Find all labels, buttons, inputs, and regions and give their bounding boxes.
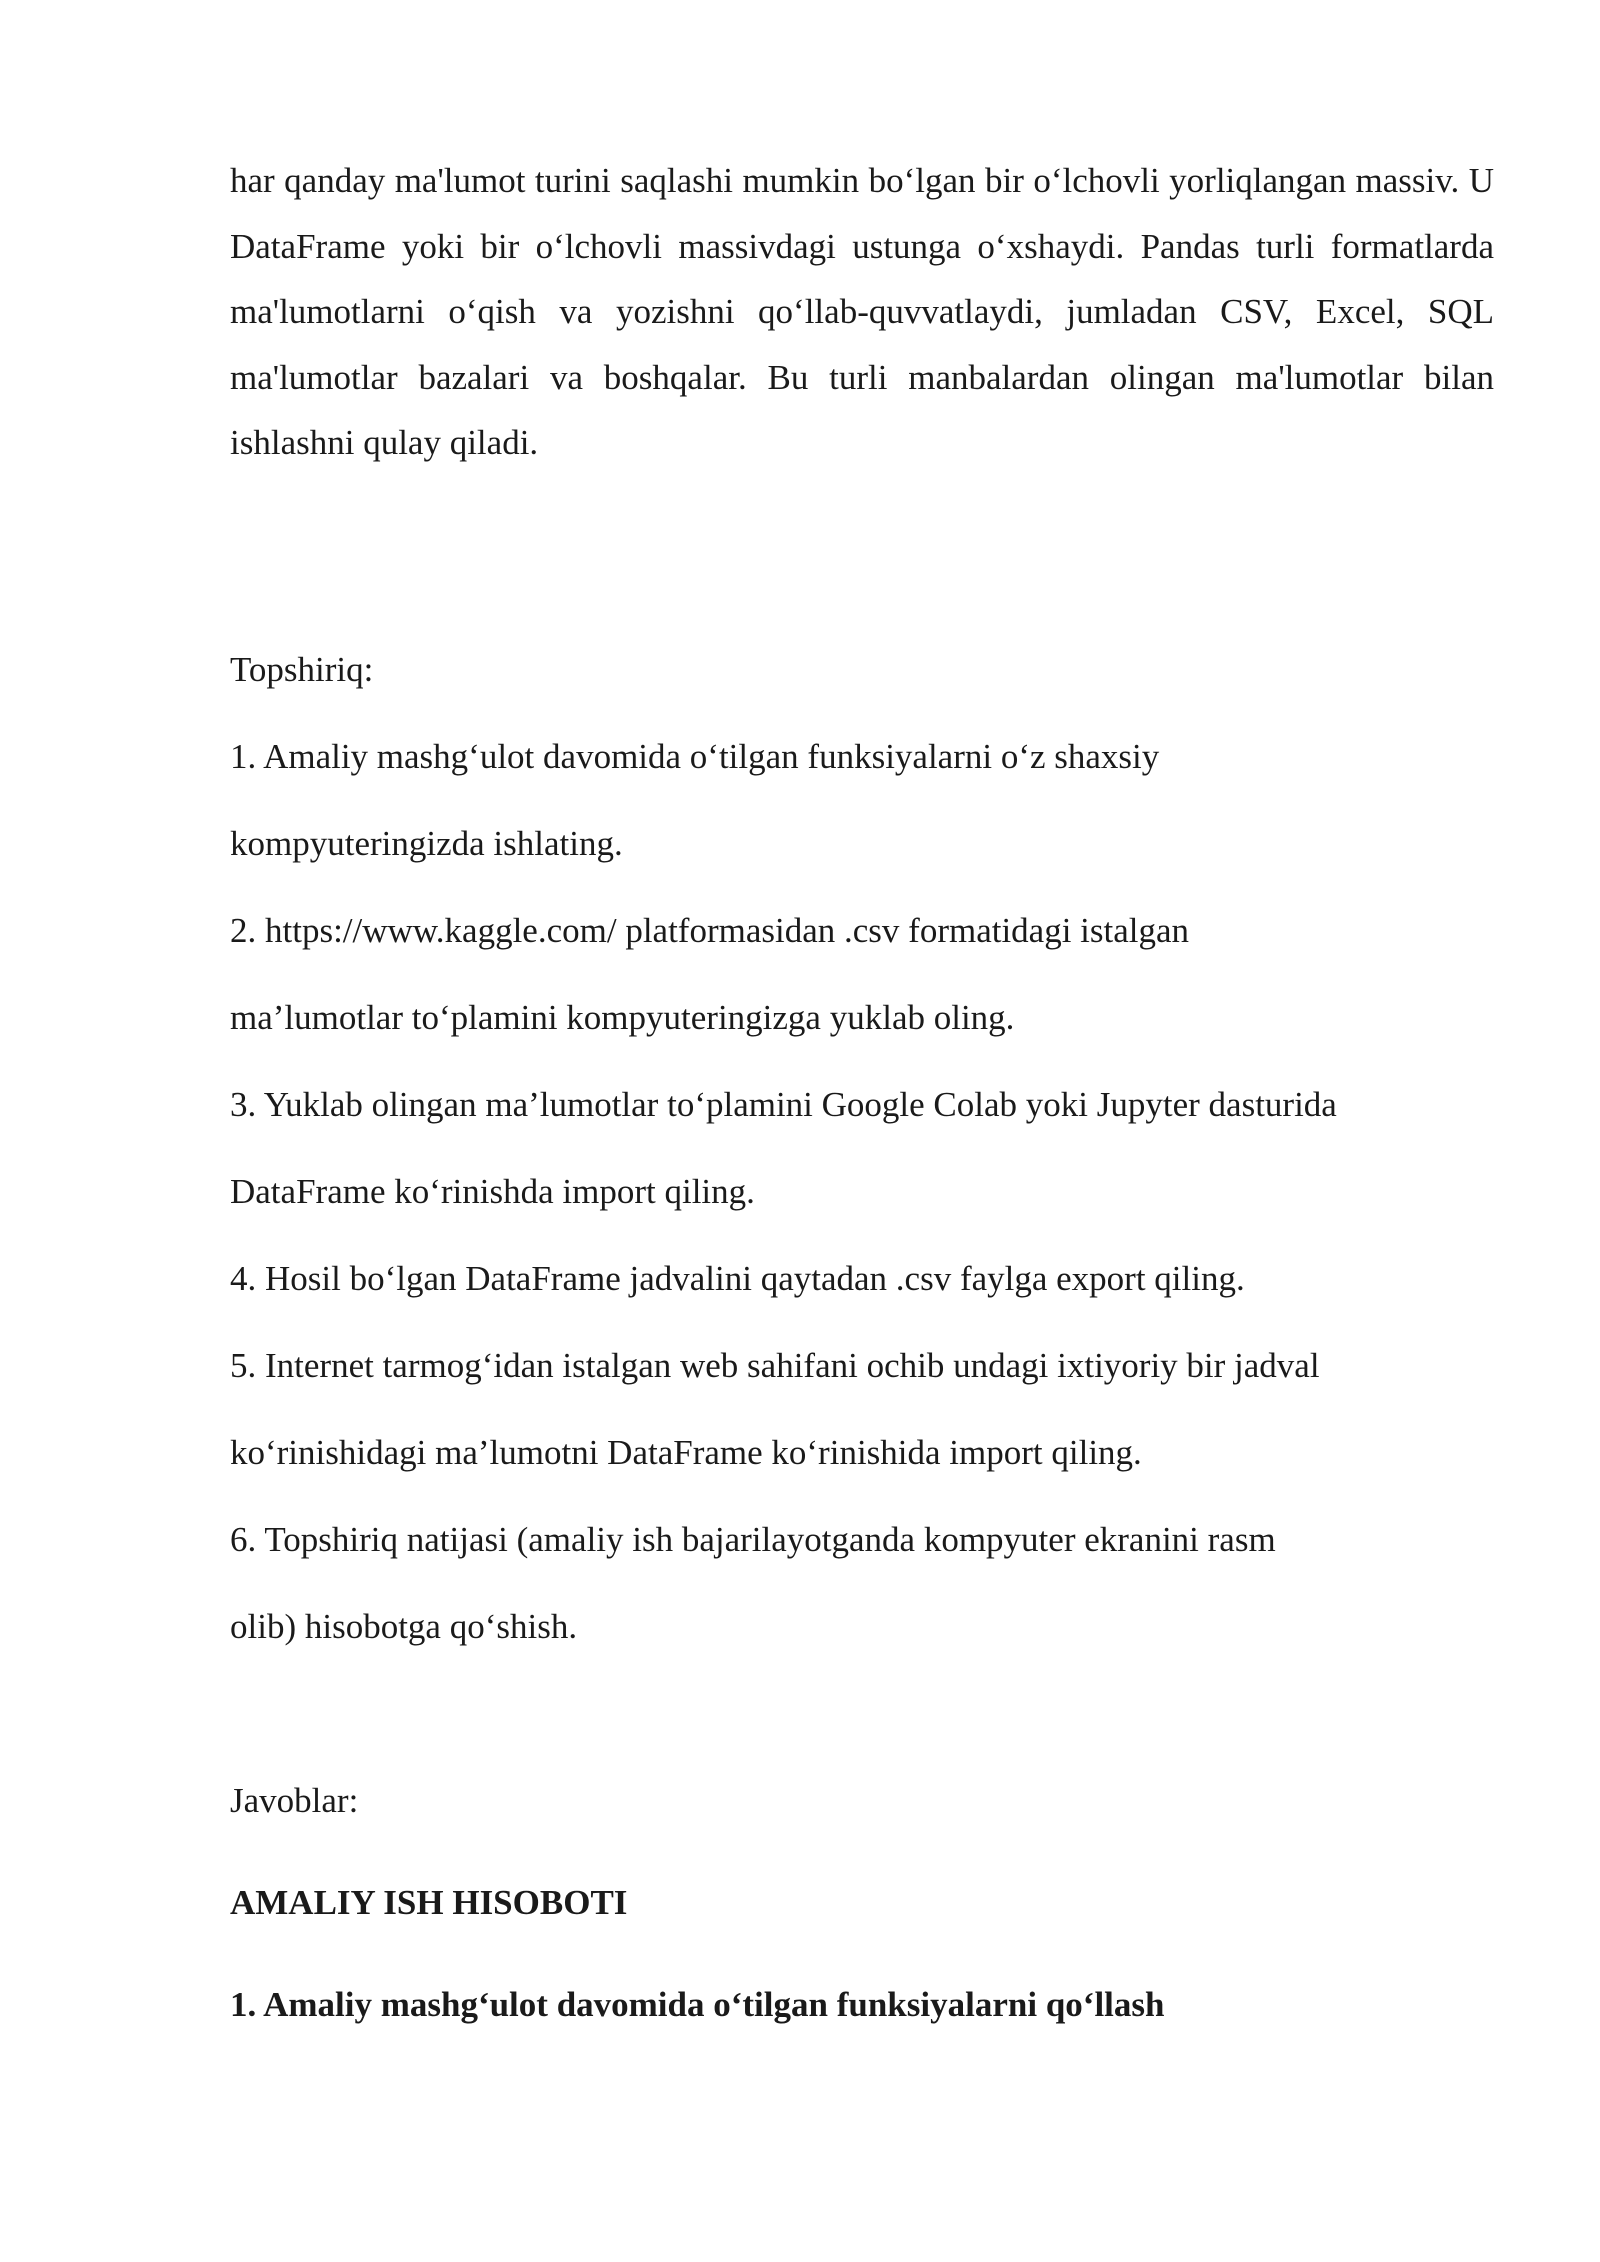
section-1-title: 1. Amaliy mashg‘ulot davomida o‘tilgan funksiyalarni qo‘llash <box>230 1985 1165 2024</box>
intro-paragraph: har qanday ma'lumot turini saqlashi mumkin bo‘lgan bir o‘lchovli yorliqlangan massiv. U DataFrame yoki bir o‘lchovli massivdagi ustunga o‘xshaydi. Pandas turli formatlarda ma'lumotlarni o‘qish va yozishni qo‘llab-quvvatlaydi, jumladan CSV, Excel, SQL ma'lumotlar bazalari va boshqalar. Bu turli manbalardan olingan ma'lumotlar bilan ishlashni qulay qiladi. <box>230 161 1494 462</box>
task-heading: Topshiriq: <box>230 650 374 689</box>
task-5-line-1: 5. Internet tarmog‘idan istalgan web sahifani ochib undagi ixtiyoriy bir jadval <box>230 1346 1320 1385</box>
task-3-line-1: 3. Yuklab olingan ma’lumotlar to‘plamini Google Colab yoki Jupyter dasturida <box>230 1085 1337 1124</box>
task-3-line-2: DataFrame ko‘rinishda import qiling. <box>230 1172 755 1211</box>
task-2-line-1: 2. https://www.kaggle.com/ platformasidan .csv formatidagi istalgan <box>230 911 1190 950</box>
task-6-line-1: 6. Topshiriq natijasi (amaliy ish bajarilayotganda kompyuter ekranini rasm <box>230 1520 1276 1559</box>
task-1-line-2: kompyuteringizda ishlating. <box>230 824 623 863</box>
answers-heading: Javoblar: <box>230 1781 359 1820</box>
task-6-line-2: olib) hisobotga qo‘shish. <box>230 1607 578 1646</box>
task-1-line-1: 1. Amaliy mashg‘ulot davomida o‘tilgan funksiyalarni o‘z shaxsiy <box>230 737 1160 776</box>
task-4-line-1: 4. Hosil bo‘lgan DataFrame jadvalini qaytadan .csv faylga export qiling. <box>230 1259 1245 1298</box>
report-title: AMALIY ISH HISOBOTI <box>230 1883 628 1922</box>
task-2-line-2: ma’lumotlar to‘plamini kompyuteringizga yuklab oling. <box>230 998 1015 1037</box>
task-5-line-2: ko‘rinishidagi ma’lumotni DataFrame ko‘rinishida import qiling. <box>230 1433 1142 1472</box>
